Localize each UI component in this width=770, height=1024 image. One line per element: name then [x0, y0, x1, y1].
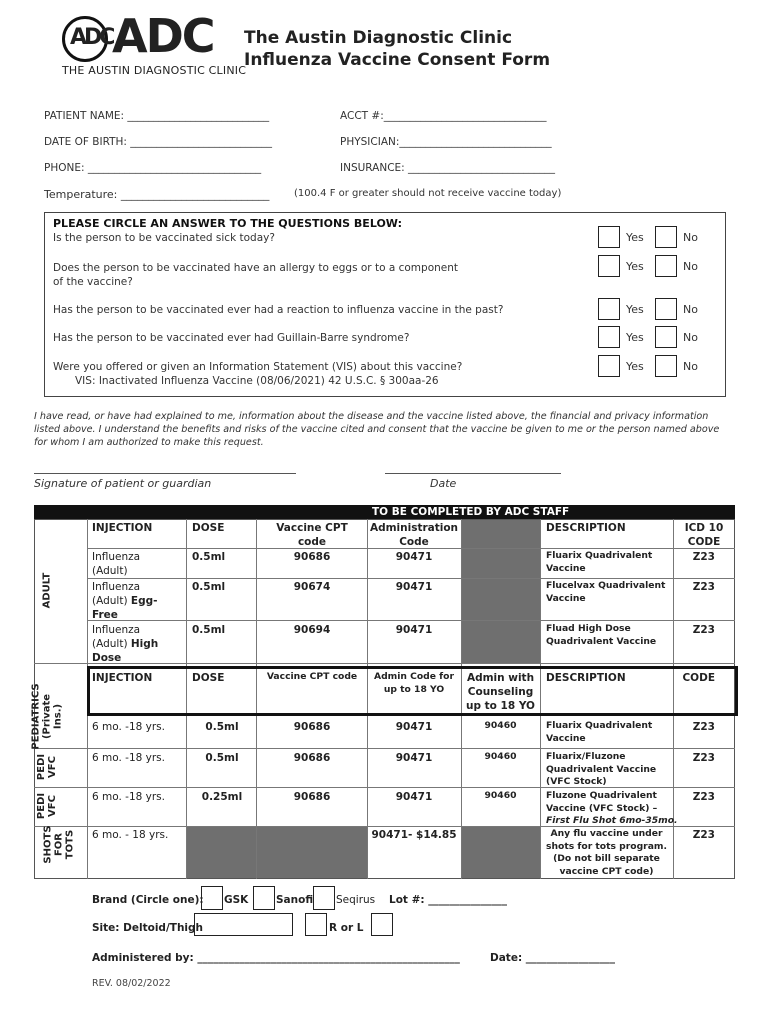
peds-col-cpt: Vaccine CPT code — [266, 671, 358, 682]
table-row: Influenza (Adult) Egg- Free — [92, 581, 158, 621]
dose-cell: 0.5ml — [192, 581, 226, 593]
seqirus-label: Seqirus — [336, 894, 376, 906]
yes-label: Yes — [626, 360, 644, 373]
q4-no-checkbox[interactable] — [655, 326, 677, 348]
lot-field[interactable]: Lot #: _______________ — [389, 894, 507, 906]
counsel-cell: 90460 — [484, 751, 517, 762]
cpt-cell: 90686 — [293, 721, 331, 733]
admin-cell: 90471 — [395, 752, 433, 764]
dob-field[interactable]: DATE OF BIRTH: ___________________________ — [44, 136, 273, 148]
peds-age-cell: 6 mo. -18 yrs. — [92, 721, 165, 733]
right-checkbox[interactable] — [305, 913, 327, 936]
description-cell: Any flu vaccine under shots for tots program. (Do not bill separate vaccine CPT code) — [546, 828, 667, 877]
peds-col-description: DESCRIPTION — [546, 672, 626, 684]
question-sick: Is the person to be vaccinated sick today? — [53, 232, 275, 244]
code-cell: Z23 — [692, 791, 715, 803]
tots-age-cell: 6 mo. - 18 yrs. — [92, 829, 169, 841]
cpt-cell: 90674 — [293, 581, 331, 593]
dose-cell: 0.5ml — [192, 624, 226, 636]
peds-col-admin: Admin Code for up to 18 YO — [373, 671, 455, 695]
patient-name-field[interactable]: PATIENT NAME: ___________________________ — [44, 110, 270, 122]
question-guillain-barre: Has the person to be vaccinated ever had Guillain-Barre syndrome? — [53, 332, 410, 344]
left-checkbox[interactable] — [371, 913, 393, 936]
staff-banner-text: TO BE COMPLETED BY ADC STAFF — [372, 506, 570, 518]
vfc1-age-cell: 6 mo. -18 yrs. — [92, 752, 165, 764]
counsel-cell: 90460 — [484, 790, 517, 801]
sanofi-label: Sanofi — [276, 894, 314, 906]
no-label: No — [683, 303, 698, 316]
description-cell: Fluad High Dose Quadrivalent Vaccine — [546, 623, 657, 647]
q3-no-checkbox[interactable] — [655, 298, 677, 320]
q1-yes-checkbox[interactable] — [598, 226, 620, 248]
logo-subtitle: THE AUSTIN DIAGNOSTIC CLINIC — [62, 64, 247, 77]
code-cell: Z23 — [692, 829, 715, 841]
question-allergy: Does the person to be vaccinated have an allergy to eggs or to a component — [53, 262, 459, 274]
question-allergy-cont: of the vaccine? — [53, 276, 133, 288]
col-description: DESCRIPTION — [546, 522, 626, 534]
yes-label: Yes — [626, 260, 644, 273]
gsk-label: GSK — [224, 894, 249, 906]
question-vis: Were you offered or given an Information Statement (VIS) about this vaccine? — [53, 361, 463, 373]
cpt-cell: 90686 — [293, 551, 331, 563]
cpt-cell: 90686 — [293, 791, 331, 803]
date-line[interactable] — [385, 473, 561, 474]
code-cell: Z23 — [692, 752, 715, 764]
description-cell: Fluarix Quadrivalent Vaccine — [546, 550, 653, 574]
r-or-l-label: R or L — [329, 922, 364, 934]
yes-label: Yes — [626, 331, 644, 344]
site-input[interactable] — [194, 913, 293, 936]
q2-yes-checkbox[interactable] — [598, 255, 620, 277]
phone-field[interactable]: PHONE: _________________________________ — [44, 162, 262, 174]
no-label: No — [683, 331, 698, 344]
administered-date-field[interactable]: Date: _________________ — [490, 952, 616, 964]
brand-label: Brand (Circle one): — [92, 894, 204, 906]
question-reaction: Has the person to be vaccinated ever had a reaction to influenza vaccine in the past? — [53, 304, 504, 316]
site-label: Site: Deltoid/Thigh — [92, 922, 204, 934]
consent-statement: I have read, or have had explained to me, information about the disease and the vaccine listed above, the financial and privacy information listed above. I understand the benefits and risks of the vaccine cited and consent that the vaccine be given to me or the person named above for whom I am authorized to make this request. — [34, 411, 720, 448]
no-label: No — [683, 231, 698, 244]
peds-col-counsel: Admin with Counseling up to 18 YO — [466, 672, 535, 712]
questions-heading: PLEASE CIRCLE AN ANSWER TO THE QUESTIONS BELOW: — [53, 217, 402, 230]
pedi-vfc-label-2: PEDI VFC — [36, 792, 58, 820]
admin-cell: 90471 — [395, 581, 433, 593]
temperature-note: (100.4 F or greater should not receive vaccine today) — [294, 188, 562, 199]
code-cell: Z23 — [692, 721, 715, 733]
peds-col-code: CODE — [682, 672, 715, 684]
yes-label: Yes — [626, 303, 644, 316]
physician-field[interactable]: PHYSICIAN:_____________________________ — [340, 136, 552, 148]
icd-cell: Z23 — [692, 551, 715, 563]
description-cell: Flucelvax Quadrivalent Vaccine — [546, 580, 666, 604]
admin-cell: 90471 — [395, 624, 433, 636]
col-cpt: Vaccine CPT code — [276, 522, 348, 548]
admin-cell: 90471 — [395, 791, 433, 803]
admin-cell: 90471 — [395, 551, 433, 563]
pedi-vfc-label-1: PEDI VFC — [36, 753, 58, 781]
signature-label: Signature of patient or guardian — [34, 477, 212, 490]
counsel-cell: 90460 — [484, 720, 517, 731]
dose-cell: 0.5ml — [192, 551, 226, 563]
cpt-cell: 90694 — [293, 624, 331, 636]
dose-cell: 0.5ml — [205, 752, 239, 764]
peds-col-dose: DOSE — [192, 672, 225, 684]
shots-for-tots-label: SHOTS FOR TOTS — [42, 825, 76, 864]
page-title-line2: Influenza Vaccine Consent Form — [244, 50, 551, 70]
q1-no-checkbox[interactable] — [655, 226, 677, 248]
admin-cell: 90471- $14.85 — [371, 829, 457, 841]
col-icd: ICD 10 CODE — [684, 522, 724, 548]
icd-cell: Z23 — [692, 624, 715, 636]
question-vis-detail: VIS: Inactivated Influenza Vaccine (08/06/2021) 42 U.S.C. § 300aa-26 — [75, 375, 439, 387]
logo-mark: ADC — [62, 16, 108, 62]
dose-cell: 0.5ml — [205, 721, 239, 733]
insurance-field[interactable]: INSURANCE: ____________________________ — [340, 162, 556, 174]
signature-line[interactable] — [34, 473, 296, 474]
q4-yes-checkbox[interactable] — [598, 326, 620, 348]
adult-section-label: ADULT — [41, 572, 53, 609]
q5-no-checkbox[interactable] — [655, 355, 677, 377]
description-cell: Fluarix Quadrivalent Vaccine — [546, 720, 653, 744]
administered-by-field[interactable]: Administered by: __________________________________________________ — [92, 952, 460, 964]
description-cell: Fluzone Quadrivalent Vaccine (VFC Stock) – First Flu Shot 6mo-35mo. — [546, 790, 678, 826]
sanofi-checkbox[interactable] — [253, 886, 275, 910]
pediatrics-section-label: PEDIATRICS (Private Ins.) — [30, 683, 64, 750]
col-dose: DOSE — [192, 522, 225, 534]
dose-cell: 0.25ml — [201, 791, 243, 803]
q2-no-checkbox[interactable] — [655, 255, 677, 277]
cpt-cell: 90686 — [293, 752, 331, 764]
logo-text: ADC — [112, 9, 214, 63]
page-title-line1: The Austin Diagnostic Clinic — [244, 28, 513, 48]
table-row: Influenza (Adult) High Dose — [92, 624, 159, 664]
acct-field[interactable]: ACCT #:_______________________________ — [340, 110, 547, 122]
yes-label: Yes — [626, 231, 644, 244]
no-label: No — [683, 360, 698, 373]
col-injection: INJECTION — [92, 522, 153, 534]
q3-yes-checkbox[interactable] — [598, 298, 620, 320]
admin-cell: 90471 — [395, 721, 433, 733]
col-admin: Administration Code — [369, 522, 459, 548]
temperature-field[interactable]: Temperature: ___________________________ — [44, 188, 270, 201]
peds-col-injection: INJECTION — [92, 672, 153, 684]
icd-cell: Z23 — [692, 581, 715, 593]
no-label: No — [683, 260, 698, 273]
seqirus-checkbox[interactable] — [313, 886, 335, 910]
table-row: Influenza (Adult) — [92, 551, 141, 577]
description-cell: Fluarix/Fluzone Quadrivalent Vaccine (VFC Stock) — [546, 751, 657, 787]
q5-yes-checkbox[interactable] — [598, 355, 620, 377]
revision-label: REV. 08/02/2022 — [92, 978, 171, 989]
date-label: Date — [430, 477, 457, 490]
gsk-checkbox[interactable] — [201, 886, 223, 910]
vfc2-age-cell: 6 mo. -18 yrs. — [92, 791, 165, 803]
